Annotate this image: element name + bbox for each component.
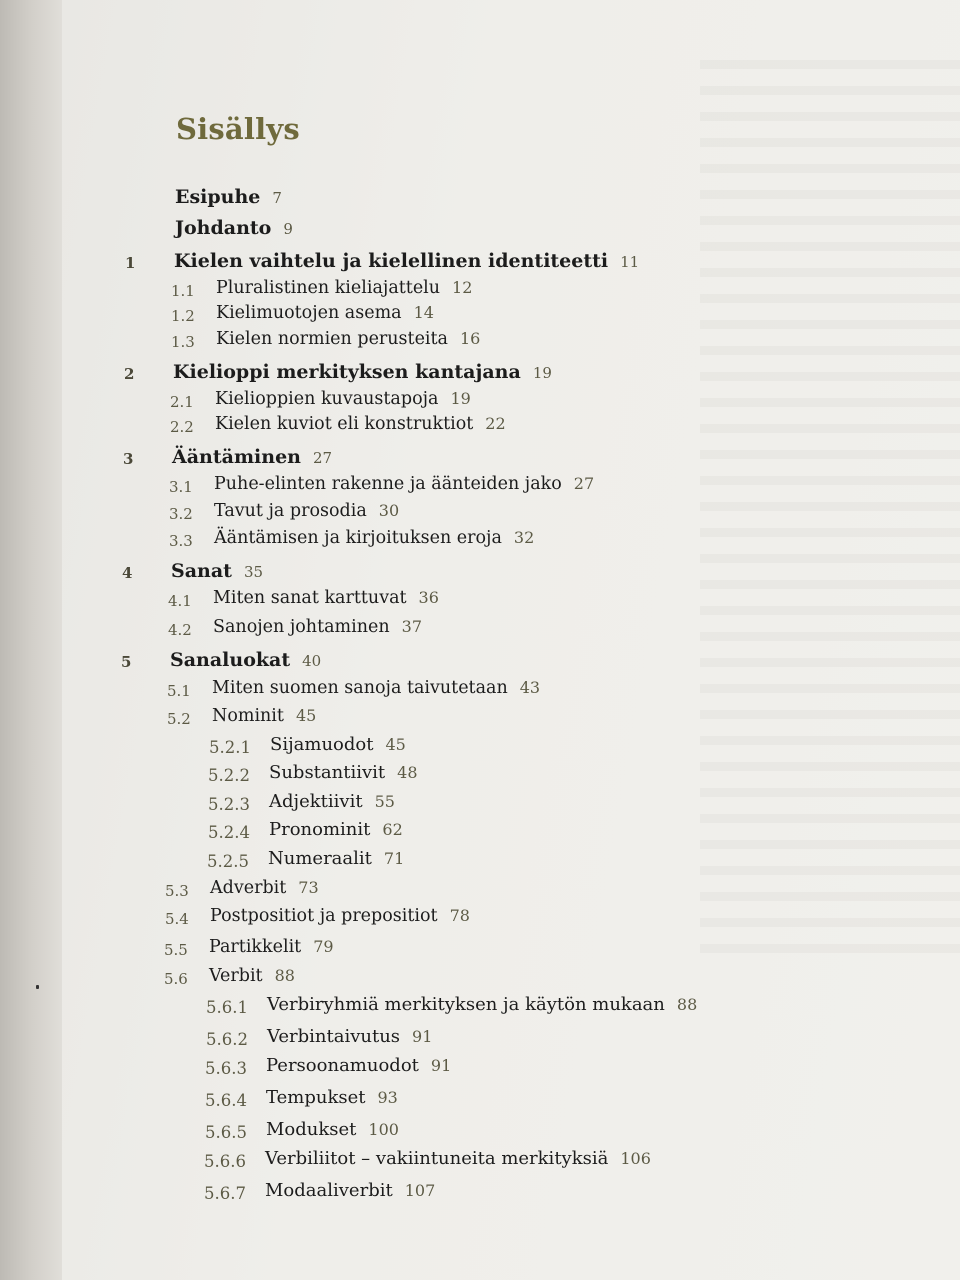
toc-entry-number: 4.2 (168, 621, 192, 639)
toc-entry-number: 3.2 (169, 505, 193, 523)
toc-entry-title: Adjektiivit (269, 791, 363, 812)
toc-entry-page: 27 (313, 449, 333, 467)
toc-entry-title: Sanat (171, 560, 232, 582)
toc-entry-page: 107 (404, 1181, 436, 1200)
toc-entry-page: 14 (413, 303, 434, 322)
toc-entry-number: 5.6.5 (205, 1123, 247, 1142)
toc-entry-page: 40 (302, 652, 322, 670)
toc-entry-number: 3.1 (169, 478, 193, 496)
toc-entry (216, 278, 472, 298)
toc-entry (265, 1148, 651, 1169)
toc-entry-number: 5.2.3 (208, 795, 250, 814)
toc-entry-title: Sanojen johtaminen (213, 617, 390, 637)
toc-entry-number: 2 (124, 365, 135, 383)
toc-entry-page: 93 (377, 1088, 398, 1107)
toc-entry (175, 217, 293, 239)
toc-entry-title: Kielen vaihtelu ja kielellinen identiteetti (174, 250, 609, 272)
toc-entry-number: 5.6.7 (204, 1184, 246, 1203)
toc-entry (212, 678, 540, 698)
toc-entry-number: 5.6 (164, 970, 188, 988)
toc-entry-number: 4 (122, 564, 133, 582)
toc-entry (215, 389, 471, 409)
toc-entry-page: 45 (295, 706, 317, 725)
toc-entry-title: Partikkelit (209, 937, 302, 957)
toc-entry (175, 186, 282, 208)
toc-entry-number: 5 (121, 653, 132, 671)
toc-entry-title: Miten suomen sanoja taivutetaan (212, 678, 508, 698)
toc-entry (209, 937, 334, 957)
toc-entry-number: 1.2 (171, 307, 195, 325)
toc-entry (171, 560, 263, 582)
toc-entry-number: 5.6.3 (205, 1059, 247, 1078)
toc-entry-page: 62 (382, 820, 403, 839)
toc-entry-page: 79 (313, 937, 334, 956)
toc-entry-title: Modukset (266, 1119, 357, 1140)
toc-entry (210, 906, 470, 926)
toc-entry-number: 2.2 (170, 418, 194, 436)
toc-entry-number: 5.2 (167, 710, 191, 728)
toc-entry-page: 30 (378, 501, 400, 520)
toc-entry-page: 12 (452, 278, 473, 297)
toc-entry-page: 19 (532, 364, 552, 382)
toc-entry-page: 36 (418, 588, 439, 607)
toc-entry-number: 5.6.4 (205, 1091, 247, 1110)
toc-entry (267, 1026, 432, 1047)
toc-entry-title: Verbiryhmiä merkityksen ja käytön mukaan (267, 994, 665, 1015)
toc-entry-title: Sanaluokat (170, 649, 291, 671)
toc-entry (213, 588, 439, 608)
toc-entry-page: 22 (485, 414, 506, 433)
toc-entry (268, 848, 404, 869)
toc-entry (209, 966, 295, 986)
toc-entry-title: Miten sanat karttuvat (213, 588, 407, 608)
toc-entry-title: Modaaliverbit (265, 1180, 393, 1201)
toc-entry (213, 617, 422, 637)
toc-entry (210, 878, 319, 898)
toc-entry (270, 734, 406, 755)
toc-entry (173, 361, 552, 383)
toc-entry-page: 48 (397, 763, 418, 782)
toc-entry-number: 5.2.1 (209, 738, 251, 757)
page-title: Sisällys (176, 112, 300, 146)
toc-entry-number: 5.1 (167, 682, 191, 700)
toc-entry (170, 649, 321, 671)
toc-entry-number: 5.5 (164, 941, 188, 959)
toc-entry-title: Tavut ja prosodia (214, 501, 367, 521)
toc-entry-page: 71 (383, 849, 405, 868)
toc-entry-page: 78 (449, 906, 470, 925)
toc-entry (215, 414, 506, 434)
toc-entry-title: Kielen normien perusteita (216, 329, 448, 349)
toc-entry-page: 88 (676, 995, 698, 1014)
toc-entry-title: Adverbit (210, 878, 287, 898)
toc-entry-title: Kielen kuviot eli konstruktiot (215, 414, 474, 434)
toc-entry (172, 446, 332, 468)
toc-entry-page: 16 (460, 329, 481, 348)
toc-entry-page: 32 (513, 528, 535, 547)
toc-entry-title: Ääntämisen ja kirjoituksen eroja (214, 528, 502, 548)
toc-entry (266, 1055, 451, 1076)
toc-entry-page: 35 (243, 563, 264, 581)
toc-entry (269, 791, 395, 812)
toc-entry-title: Verbit (209, 966, 263, 986)
toc-entry-page: 91 (412, 1027, 433, 1046)
toc-entry (216, 303, 434, 323)
toc-entry-page: 91 (430, 1056, 452, 1075)
toc-entry-number: 5.6.2 (206, 1030, 248, 1049)
toc-entry-page: 73 (298, 878, 319, 897)
toc-entry (174, 250, 639, 272)
toc-entry-title: Pronominit (269, 819, 371, 840)
toc-entry (269, 762, 418, 783)
toc-entry (266, 1087, 398, 1108)
toc-entry-page: 7 (272, 189, 282, 207)
toc-entry-number: 4.1 (168, 592, 192, 610)
toc-entry-page: 19 (450, 389, 471, 408)
toc-entry (267, 994, 697, 1015)
toc-entry (265, 1180, 435, 1201)
toc-entry-number: 3 (123, 450, 134, 468)
toc-entry (214, 501, 399, 521)
toc-entry-title: Pluralistinen kieliajattelu (216, 278, 441, 298)
toc-entry-title: Puhe-elinten rakenne ja äänteiden jako (214, 474, 562, 494)
toc-entry-title: Esipuhe (175, 186, 261, 208)
toc-entry-title: Sijamuodot (270, 734, 374, 755)
toc-entry-page: 106 (620, 1149, 651, 1168)
toc-entry-page: 9 (283, 220, 293, 238)
toc-entry-page: 100 (368, 1120, 399, 1139)
toc-entry-page: 27 (573, 474, 595, 493)
toc-entry (214, 474, 594, 494)
toc-entry (212, 706, 316, 726)
toc-entry-title: Verbintaivutus (267, 1026, 401, 1047)
toc-entry (214, 528, 534, 548)
toc-entry-number: 1 (125, 254, 136, 272)
toc-entry-title: Kielimuotojen asema (216, 303, 402, 323)
toc-entry-title: Numeraalit (268, 848, 372, 869)
toc-entry-page: 45 (385, 735, 406, 754)
toc-entry-number: 5.3 (165, 882, 189, 900)
toc-entry-title: Postpositiot ja prepositiot (210, 906, 438, 926)
toc-entry-number: 5.2.2 (208, 766, 250, 785)
toc-entry-number: 2.1 (170, 393, 194, 411)
toc-entry-title: Tempukset (266, 1087, 366, 1108)
toc-entry-title: Verbiliitot – vakiintuneita merkityksiä (265, 1148, 609, 1169)
toc-entry-page: 88 (274, 966, 295, 985)
toc-entry-page: 37 (401, 617, 422, 636)
toc-entry-title: Substantiivit (269, 762, 386, 783)
toc-entry-number: 5.2.4 (208, 823, 250, 842)
toc-entry-number: 5.6.6 (204, 1152, 246, 1171)
toc-entry-number: 3.3 (169, 532, 193, 550)
toc-entry-page: 43 (519, 678, 541, 697)
toc-entry (216, 329, 480, 349)
toc-entry-number: 1.3 (171, 333, 195, 351)
toc-entry-title: Kielioppi merkityksen kantajana (173, 361, 521, 383)
toc-entry-page: 55 (374, 792, 395, 811)
toc-entry-title: Ääntäminen (172, 446, 301, 468)
toc-entry-number: 5.6.1 (206, 998, 248, 1017)
toc-entry-number: 1.1 (171, 282, 195, 300)
toc-entry-title: Persoonamuodot (266, 1055, 419, 1076)
toc-entry-number: 5.2.5 (207, 852, 249, 871)
toc-entry-title: Kielioppien kuvaustapoja (215, 389, 439, 409)
toc-entry (269, 819, 403, 840)
toc-entry-title: Johdanto (175, 217, 272, 239)
toc-entry-number: 5.4 (165, 910, 189, 928)
toc-entry-title: Nominit (212, 706, 284, 726)
toc-entry-page: 11 (620, 253, 640, 271)
toc-entry (266, 1119, 399, 1140)
